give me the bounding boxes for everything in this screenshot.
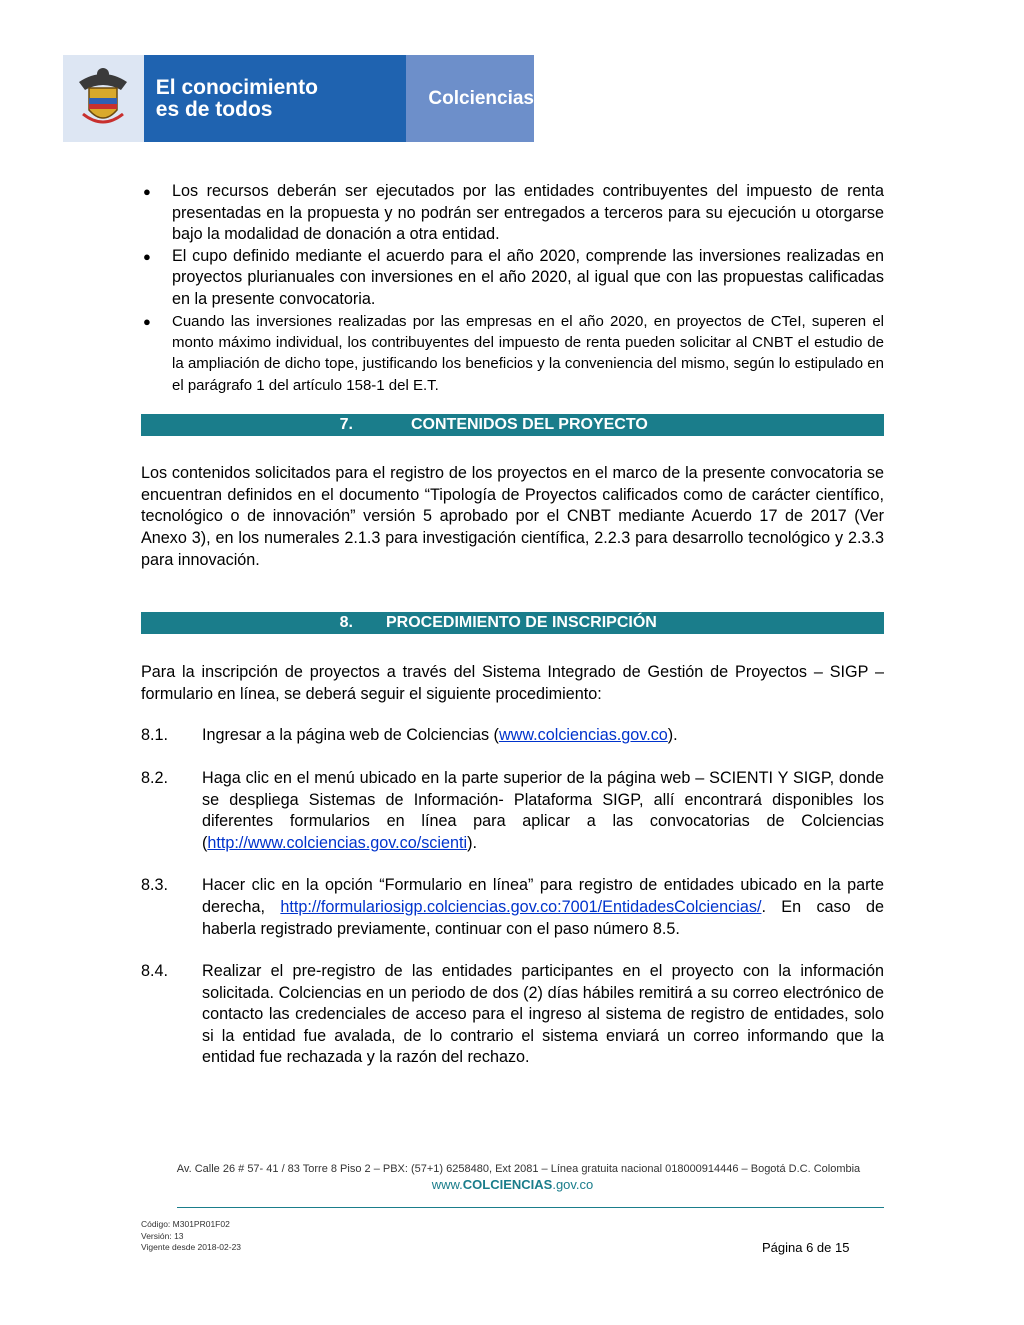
step-8-4: 8.4. Realizar el pre-registro de las entidades participantes en el proyecto con la información solicitada. Colciencias en un periodo de dos (2) días hábiles remitirá a su correo electrónico de contacto las credenciales de acceso para el ingreso al sistema de registro de entidades, solo si la entidad fue avalada, de lo contrario el sistema enviará un correo informando que la entidad fue rechazada y la razón del rechazo. bbox=[141, 962, 884, 1067]
footer-website: www.COLCIENCIAS.gov.co bbox=[431, 1177, 594, 1192]
step-8-2: 8.2. Haga clic en el menú ubicado en la parte superior de la página web – SCIENTI Y SIGP, donde se despliega Sistemas de Información- Plataforma SIGP, allí encontrará disponibles los diferentes formularios en línea para aplicar a las convocatorias de Colciencias (http://www.colciencias.gov.co/scienti). bbox=[141, 768, 884, 852]
bullet-icon: ● bbox=[143, 313, 151, 329]
step-8-1: 8.1. Ingresar a la página web de Colciencias (www.colciencias.gov.co). bbox=[141, 726, 678, 745]
document-version: Versión: 13 bbox=[141, 1230, 184, 1241]
document-code: Código: M301PR01F02 bbox=[141, 1219, 230, 1229]
bullet-icon: ● bbox=[143, 184, 151, 199]
section-heading-8: 8. PROCEDIMIENTO DE INSCRIPCIÓN bbox=[141, 612, 884, 634]
list-item: ● El cupo definido mediante el acuerdo para el año 2020, comprende las inversiones realizadas en proyectos plurianuales con inversiones en el año 2020, al igual que con las propuestas calificadas en la presente convocatoria. bbox=[143, 246, 884, 308]
footer-address: Av. Calle 26 # 57- 41 / 83 Torre 8 Piso 2 – PBX: (57+1) 6258480, Ext 2081 – Línea gratuita nacional 018000914446 – Bogotá D.C. Colombia bbox=[176, 1163, 861, 1175]
coat-of-arms-icon bbox=[63, 55, 144, 142]
list-item: ● Cuando las inversiones realizadas por las empresas en el año 2020, en proyectos de CTeI, superen el monto máximo individual, los contribuyentes del impuesto de renta pueden solicitar al CNBT el estudio de la ampliación de dicho tope, justificando los beneficios y la conveniencia del mismo, según lo estipulado en el parágrafo 1 del artículo 158-1 del E.T. bbox=[143, 312, 884, 394]
page-number: Página 6 de 15 bbox=[762, 1240, 850, 1255]
footer-divider bbox=[177, 1207, 884, 1208]
section7-paragraph: Los contenidos solicitados para el registro de los proyectos en el marco de la presente convocatoria se encuentran definidos en el documento “Tipología de Proyectos calificados como de carácter científico, tecnológico o de innovación” versión 5 aprobado por el CNBT mediante Acuerdo 17 de 2017 (Ver Anexo 3), en los numerales 2.1.3 para investigación científica, 2.2.3 para desarrollo tecnológico y 2.3.3 para innovación. bbox=[141, 464, 884, 569]
formulario-sigp-link[interactable]: http://formulariosigp.colciencias.gov.co:7001/EntidadesColciencias/ bbox=[280, 897, 762, 916]
list-item: ● Los recursos deberán ser ejecutados por las entidades contribuyentes del impuesto de renta presentadas en la propuesta y no podrán ser entregados a terceros para su ejecución u otorgarse bajo la modalidad de donación a otra entidad. bbox=[143, 182, 884, 244]
header-logo bbox=[63, 55, 534, 142]
bullet-icon: ● bbox=[143, 248, 151, 264]
bullet-list bbox=[141, 181, 884, 396]
section8-intro: Para la inscripción de proyectos a través del Sistema Integrado de Gestión de Proyectos – SIGP – formulario en línea, se deberá seguir el siguiente procedimiento: bbox=[141, 663, 884, 703]
footer-meta bbox=[141, 1219, 241, 1254]
step-8-3: 8.3. Hacer clic en la opción “Formulario en línea” para registro de entidades ubicado en la parte derecha, http://formulariosigp.colciencias.gov.co:7001/EntidadesColciencias/. En caso de haberla registrado previamente, continuar con el paso número 8.5. bbox=[141, 876, 884, 938]
logo-slogan: El conocimiento es de todos bbox=[144, 55, 407, 142]
document-body bbox=[141, 181, 884, 1069]
scienti-link[interactable]: http://www.colciencias.gov.co/scienti bbox=[207, 833, 468, 852]
document-valid-date: Vigente desde 2018-02-23 bbox=[141, 1242, 242, 1252]
colciencias-link[interactable]: www.colciencias.gov.co bbox=[498, 726, 668, 745]
section-heading-7: 7. CONTENIDOS DEL PROYECTO bbox=[141, 414, 884, 436]
logo-brand: Colciencias bbox=[406, 55, 534, 142]
